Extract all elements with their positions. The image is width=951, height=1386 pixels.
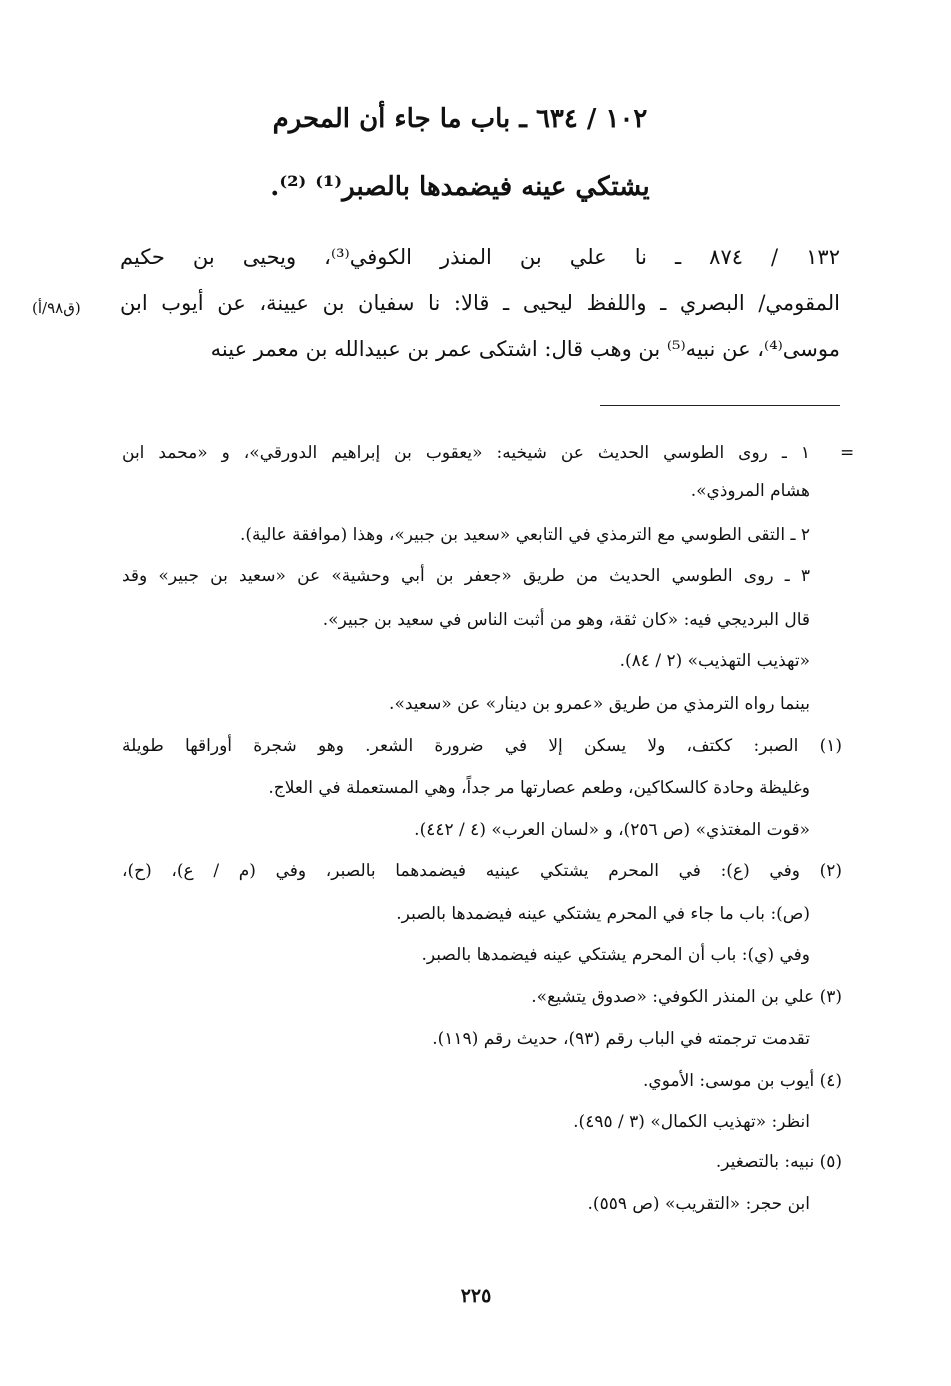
footnote-line: (١) الصبر: ككتف، ولا يسكن إلا في ضرورة الشعر. وهو شجرة أوراقها طويلة: [122, 736, 842, 756]
footnote-continuation-mark: =: [840, 443, 855, 463]
footnote-line: ٢ ـ التقى الطوسي مع الترمذي في التابعي «سعيد بن جبير»، وهذا (موافقة عالية).: [239, 525, 810, 545]
footnote-line: وغليظة وحادة كالسكاكين، وطعم عصارتها مر جداً، وهي المستعملة في العلاج.: [268, 778, 810, 798]
footnote-line: ١ ـ روى الطوسي الحديث عن شيخيه: «يعقوب بن إبراهيم الدورقي»، و «محمد ابن: [122, 443, 810, 463]
footnote-line: وفي (ي): باب أن المحرم يشتكي عينه فيضمدها بالصبر.: [421, 945, 810, 965]
footnote-separator: [600, 405, 840, 406]
footnote-line: انظر: «تهذيب الكمال» (٣ / ٤٩٥).: [573, 1112, 810, 1132]
body-text-line: المقومي/ البصري ـ واللفظ ليحيى ـ قالا: نا سفيان بن عيينة، عن أيوب ابن: [120, 291, 840, 315]
footnote-line: «تهذيب التهذيب» (٢ / ٨٤).: [619, 651, 810, 671]
footnote-line: قال البرديجي فيه: «كان ثقة، وهو من أثبت الناس في سعيد بن جبير».: [322, 610, 810, 630]
footnote-line: بينما رواه الترمذي من طريق «عمرو بن دينار» عن «سعيد».: [389, 694, 810, 714]
footnote-line: (٤) أيوب بن موسى: الأموي.: [643, 1071, 842, 1091]
footnote-line: ابن حجر: «التقريب» (ص ٥٥٩).: [587, 1194, 810, 1214]
footnote-line: «قوت المغتذي» (ص ٢٥٦)، و «لسان العرب» (٤ / ٤٤٢).: [414, 820, 810, 840]
footnote-line: ٣ ـ روى الطوسي الحديث من طريق «جعفر بن أبي وحشية» عن «سعيد بن جبير» وقد: [122, 566, 810, 586]
chapter-heading-line-1: ١٠٢ / ٦٣٤ ـ باب ما جاء أن المحرم: [272, 104, 648, 134]
page-number: ٢٢٥: [460, 1285, 492, 1307]
body-text-line: ١٣٢ / ٨٧٤ ـ نا علي بن المنذر الكوفي⁽³⁾، ويحيى بن حكيم: [120, 245, 840, 269]
footnote-line: (ص): باب ما جاء في المحرم يشتكي عينه فيضمدها بالصبر.: [396, 904, 810, 924]
footnote-line: (٣) علي بن المنذر الكوفي: «صدوق يتشيع».: [531, 987, 842, 1007]
footnote-line: (٢) وفي (ع): في المحرم يشتكي عينيه فيضمدهما بالصبر، وفي (م / ع)، (ح)،: [122, 861, 842, 881]
manuscript-folio-note: (ق٩٨/أ): [32, 299, 81, 317]
body-text-line: موسى⁽⁴⁾، عن نبيه⁽⁵⁾ بن وهب قال: اشتكى عمر بن عبيدالله بن معمر عينه: [210, 337, 840, 361]
footnote-line: هشام المروذي».: [690, 481, 810, 501]
chapter-heading-line-2: يشتكي عينه فيضمدها بالصبر⁽¹⁾ ⁽²⁾.: [270, 172, 650, 202]
footnote-line: تقدمت ترجمته في الباب رقم (٩٣)، حديث رقم (١١٩).: [432, 1029, 810, 1049]
footnote-line: (٥) نبيه: بالتصغير.: [715, 1152, 842, 1172]
